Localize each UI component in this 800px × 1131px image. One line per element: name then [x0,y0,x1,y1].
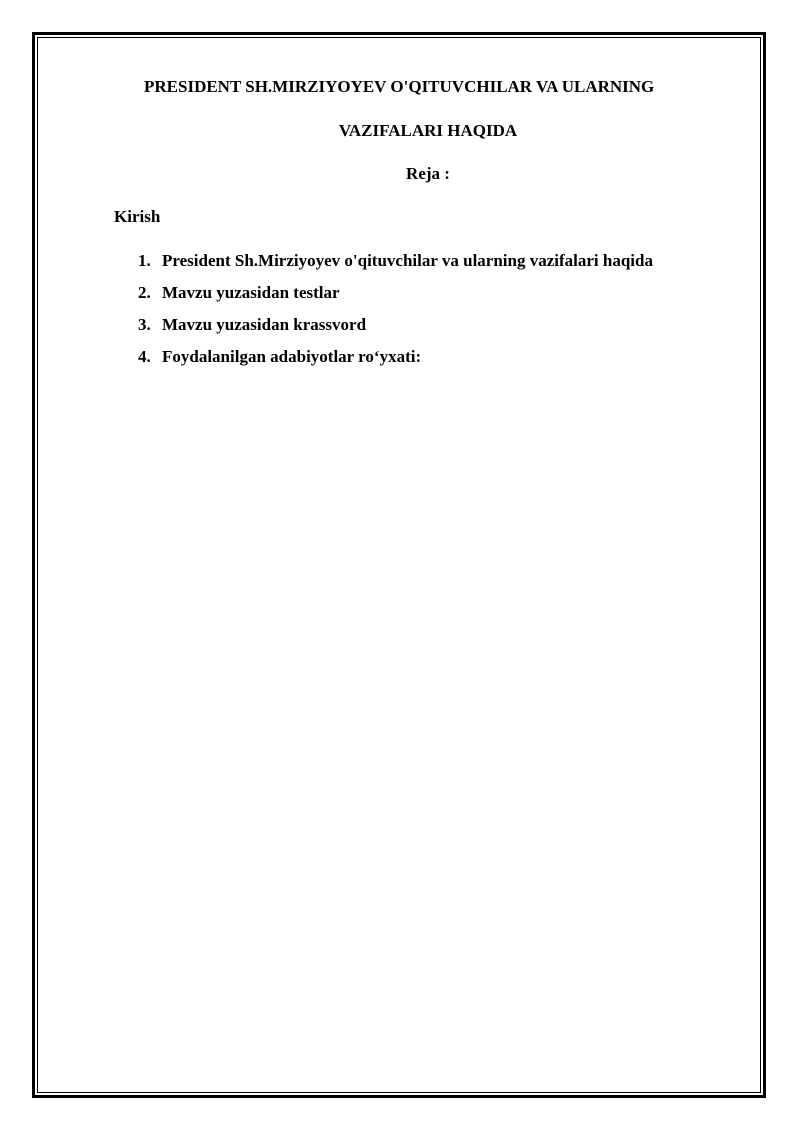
document-title-line-2: VAZIFALARI HAQIDA [338,121,518,140]
page-border [32,32,766,1098]
toc-item [138,282,653,314]
toc-item-number: 3. [138,315,151,334]
intro-label: Kirish [114,207,161,226]
toc-item-number: 4. [138,347,151,366]
toc-item-text: Mavzu yuzasidan krassvord [162,315,367,334]
toc-item-number: 1. [138,251,151,270]
toc-item-text: Foydalanilgan adabiyotlar ro‘yxati: [162,347,422,366]
toc-item [138,314,653,346]
toc-item [138,250,653,282]
table-of-contents [138,250,653,378]
toc-item-number: 2. [138,283,151,302]
toc-item-text: Mavzu yuzasidan testlar [162,283,340,302]
toc-item-text: President Sh.Mirziyoyev o'qituvchilar va ularning vazifalari haqida [162,251,653,270]
plan-heading: Reja : [406,164,450,183]
toc-item [138,346,653,378]
document-title-line-1: PRESIDENT SH.MIRZIYOYEV O'QITUVCHILAR VA ULARNING [144,77,655,96]
